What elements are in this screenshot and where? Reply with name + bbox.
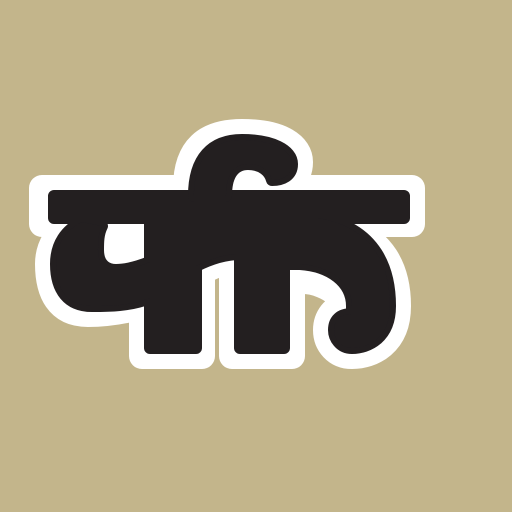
logo-wordmark-text: ਪੜ੍ਹੋ <box>17 98 495 389</box>
